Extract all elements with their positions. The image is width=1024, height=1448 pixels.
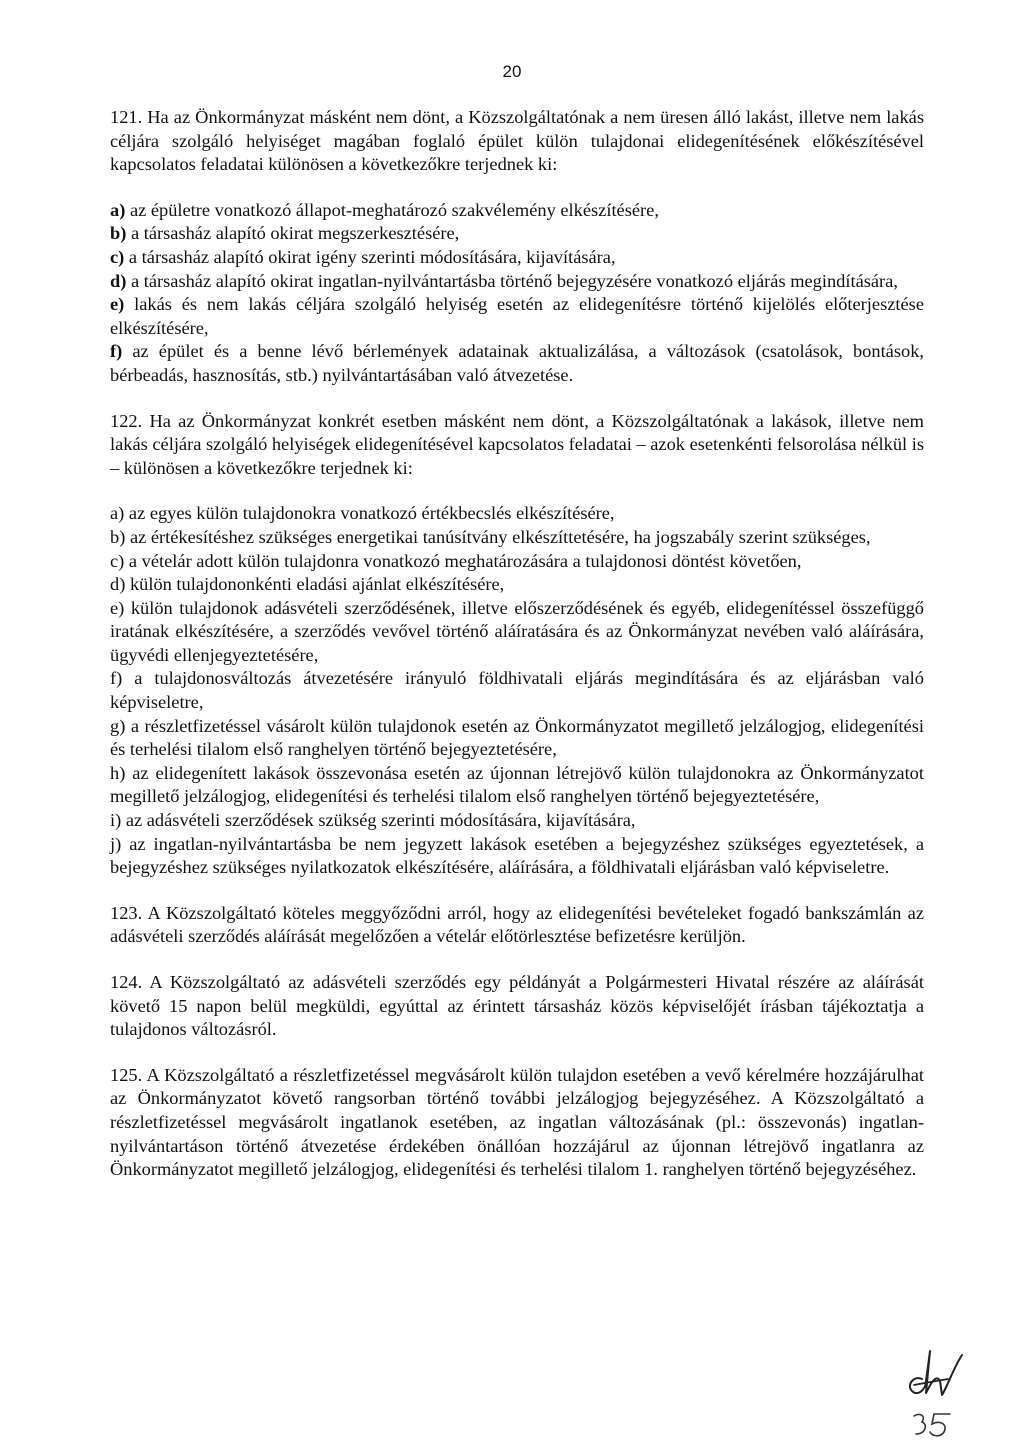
- section-124: [110, 971, 924, 1042]
- item-text: a vételár adott külön tulajdonra vonatkozó meghatározására a tulajdonosi döntést követően,: [128, 550, 802, 571]
- item-text: a társasház alapító okirat igény szerinti módosítására, kijavítására,: [128, 246, 616, 267]
- list-item: [110, 833, 924, 880]
- item-label: f): [110, 668, 123, 689]
- section-number: 125.: [110, 1064, 143, 1085]
- list-item: [110, 573, 924, 597]
- list-item: [110, 502, 924, 526]
- item-label: d): [110, 574, 126, 595]
- item-text: az elidegenített lakások összevonása esetén az újonnan létrejövő külön tulajdonokra az Önkormányzatot megillető jelzálogjog, elidegenítési és terhelési tilalom első ranghelyen történő bejegyeztetésére,: [110, 762, 924, 807]
- item-label: j): [110, 833, 122, 854]
- item-text: a társasház alapító okirat ingatlan-nyilvántartásba történő bejegyzésére vonatkozó eljárás megindítására,: [130, 270, 898, 291]
- handwritten-signature: [900, 1345, 970, 1407]
- section-paragraph: [110, 410, 924, 481]
- section-text: Ha az Önkormányzat másként nem dönt, a Közszolgáltatónak a nem üresen álló lakást, illetve nem lakás céljára szolgáló helyiséget magában foglaló épület külön tulajdonai elidegenítésének előkészítésével kapcsolatos feladatai különösen a következőkre terjednek ki:: [110, 107, 924, 175]
- item-label: h): [110, 762, 126, 783]
- section-number: 123.: [110, 902, 143, 923]
- item-label: e): [110, 597, 125, 618]
- section-text: A Közszolgáltató köteles meggyőződni arról, hogy az elidegenítési bevételeket fogadó bankszámlán az adásvételi szerződés aláírását megelőzően a vételár előtörlesztése befizetésre kerüljön.: [110, 902, 924, 947]
- item-label: c): [110, 246, 125, 267]
- item-label: i): [110, 810, 122, 831]
- section-paragraph: [110, 106, 924, 177]
- item-text: külön tulajdonok adásvételi szerződésének, illetve előszerződésének és egyéb, elidegenítéssel összefüggő iratának elkészítésére, a szerződés vevővel történő aláíratására és az Önkormányzat nevében való aláírására, ügyvédi ellenjegyeztetésére,: [110, 597, 924, 665]
- list-item: [110, 715, 924, 762]
- item-text: a tulajdonosváltozás átvezetésére irányuló földhivatali eljárás megindítására és az eljárásban való képviseletre,: [110, 668, 924, 713]
- item-label: b): [110, 223, 127, 244]
- item-list: [110, 502, 924, 880]
- list-item: [110, 597, 924, 668]
- document-body: [110, 106, 924, 1204]
- item-label: a): [110, 199, 126, 220]
- section-text: A Közszolgáltató a részletfizetéssel megvásárolt külön tulajdon esetében a vevő kérelmére hozzájárulhat az Önkormányzatot követő rangsorban történő további jelzálogjog bejegyzéséhez. A Közszolgáltató a részletfizetéssel megvásárolt ingatlanok esetében, az ingatlan változásának (pl.: összevonás) ingatlan-nyilvántartáson történő átvezetése érdekében önállóan hozzájárul az újonnan létrejövő ingatlanra az Önkormányzatot megillető jelzálogjog, elidegenítési és terhelési tilalom 1. ranghelyen történő bejegyzéséhez.: [110, 1064, 924, 1180]
- item-text: a társasház alapító okirat megszerkesztésére,: [130, 223, 460, 244]
- list-item: [110, 550, 924, 574]
- item-text: külön tulajdononkénti eladási ajánlat elkészítésére,: [129, 574, 505, 595]
- list-item: [110, 199, 924, 223]
- list-item: [110, 526, 924, 550]
- item-text: az egyes külön tulajdonokra vonatkozó értékbecslés elkészítésére,: [128, 503, 615, 524]
- list-item: [110, 293, 924, 340]
- handwritten-page-mark: [910, 1410, 960, 1440]
- list-item: [110, 270, 924, 294]
- list-item: [110, 246, 924, 270]
- item-label: b): [110, 526, 126, 547]
- list-item: [110, 809, 924, 833]
- section-text: Ha az Önkormányzat konkrét esetben másként nem dönt, a Közszolgáltatónak a lakások, illetve nem lakás céljára szolgáló helyiségek elidegenítésével kapcsolatos feladatai – azok esetenkénti felsorolása nélkül is – különösen a következőkre terjednek ki:: [110, 410, 924, 478]
- list-item: [110, 222, 924, 246]
- item-text: az értékesítéshez szükséges energetikai tanúsítvány elkészíttetésére, ha jogszabály szerint szükséges,: [129, 526, 871, 547]
- item-text: a részletfizetéssel vásárolt külön tulajdonok esetén az Önkormányzatot megillető jelzálogjog, elidegenítési és terhelési tilalom első ranghelyen történő bejegyeztetésére,: [110, 715, 924, 760]
- list-item: [110, 762, 924, 809]
- item-text: lakás és nem lakás céljára szolgáló helyiség esetén az elidegenítésre történő kijelölés előterjesztése elkészítésére,: [110, 294, 924, 338]
- item-label: e): [110, 294, 125, 315]
- item-text: az épületre vonatkozó állapot-meghatározó szakvélemény elkészítésére,: [129, 199, 659, 220]
- section-125: [110, 1064, 924, 1182]
- section-number: 122.: [110, 410, 143, 431]
- section-number: 121.: [110, 107, 143, 127]
- page-number: 20: [502, 62, 522, 81]
- item-label: g): [110, 715, 126, 736]
- section-122: [110, 410, 924, 880]
- item-text: az épület és a benne lévő bérlemények adatainak aktualizálása, a változások (csatolások, bontások, bérbeadás, hasznosítás, stb.) nyilvántartásában való átvezetése.: [110, 341, 924, 385]
- item-text: az ingatlan-nyilvántartásba be nem jegyzett lakások esetében a bejegyzéshez szükséges egyeztetések, a bejegyzéshez szükséges nyilatkozatok elkészítésére, aláírására, a földhivatali eljárásban való képviseletre.: [110, 833, 924, 878]
- list-item: [110, 340, 924, 387]
- item-text: az adásvételi szerződések szükség szerinti módosítására, kijavítására,: [125, 810, 636, 831]
- item-label: d): [110, 270, 127, 291]
- item-label: c): [110, 550, 125, 571]
- item-label: f): [110, 341, 123, 362]
- section-123: [110, 902, 924, 949]
- section-text: A Közszolgáltató az adásvételi szerződés egy példányát a Polgármesteri Hivatal részére az aláírását követő 15 napon belül megküldi, egyúttal az érintett társasház közös képviselőjét írásban tájékoztatja a tulajdonos változásról.: [110, 972, 924, 1040]
- list-item: [110, 667, 924, 714]
- section-121: [110, 106, 924, 388]
- section-number: 124.: [110, 972, 143, 992]
- item-label: a): [110, 503, 125, 524]
- item-list: [110, 199, 924, 388]
